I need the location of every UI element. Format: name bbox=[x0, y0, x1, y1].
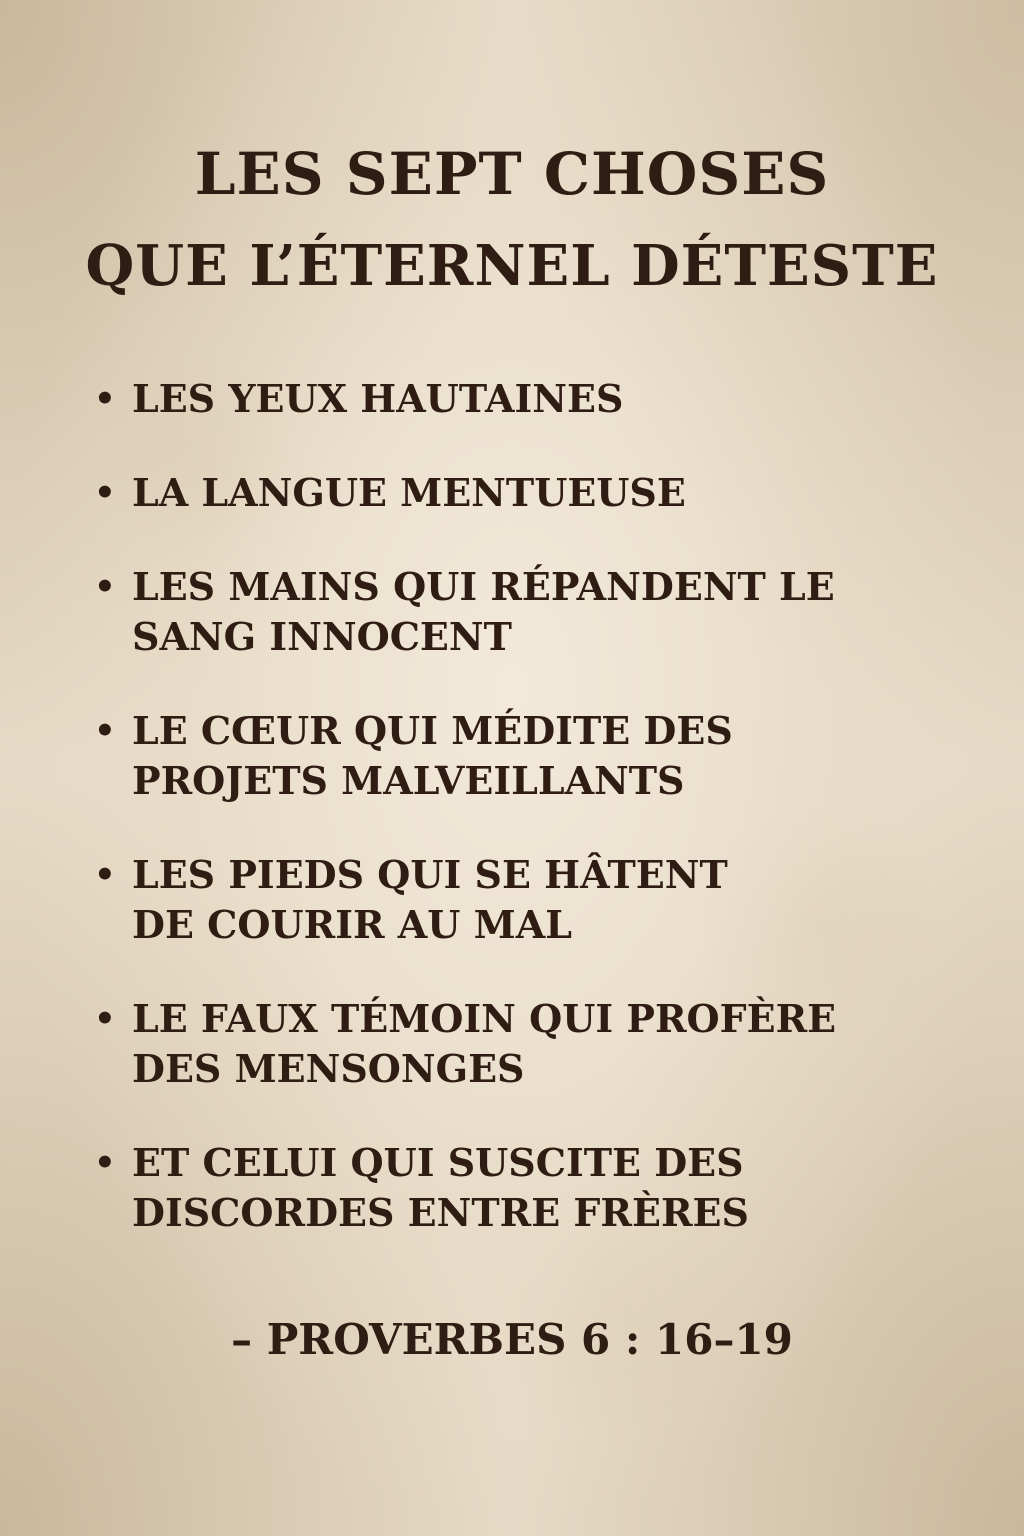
bullet-icon: • bbox=[94, 567, 116, 607]
bullet-icon: • bbox=[94, 473, 116, 513]
bullet-icon: • bbox=[94, 999, 116, 1039]
list-item-text: LE FAUX TÉMOIN QUI PROFÈRE DES MENSONGES bbox=[132, 996, 837, 1091]
list-item bbox=[90, 994, 970, 1094]
bullet-icon: • bbox=[94, 855, 116, 895]
list-item bbox=[90, 562, 970, 662]
list-item bbox=[90, 706, 970, 806]
bullet-icon: • bbox=[94, 711, 116, 751]
list-item bbox=[90, 1138, 970, 1238]
list-item-text: LES MAINS QUI RÉPANDENT LE SANG INNOCENT bbox=[132, 564, 835, 659]
list-item-text: LE CŒUR QUI MÉDITE DES PROJETS MALVEILLANTS bbox=[132, 708, 733, 803]
title-line-2: QUE L’ÉTERNEL DÉTESTE bbox=[85, 233, 939, 299]
page-title bbox=[0, 128, 1024, 312]
list-item-text: LES PIEDS QUI SE HÂTENT DE COURIR AU MAL bbox=[132, 852, 728, 947]
bullet-icon: • bbox=[94, 379, 116, 419]
list-item-text: ET CELUI QUI SUSCITE DES DISCORDES ENTRE FRÈRES bbox=[132, 1140, 749, 1235]
list-item bbox=[90, 850, 970, 950]
title-line-1: LES SEPT CHOSES bbox=[194, 140, 830, 208]
list-item-text: LA LANGUE MENTUEUSE bbox=[132, 470, 686, 515]
scripture-reference: – PROVERBES 6 : 16–19 bbox=[231, 1315, 793, 1364]
list-item bbox=[90, 468, 970, 518]
bullet-icon: • bbox=[94, 1143, 116, 1183]
list-item-text: LES YEUX HAUTAINES bbox=[132, 376, 624, 421]
list-item bbox=[90, 374, 970, 424]
detested-things-list bbox=[90, 374, 970, 1282]
